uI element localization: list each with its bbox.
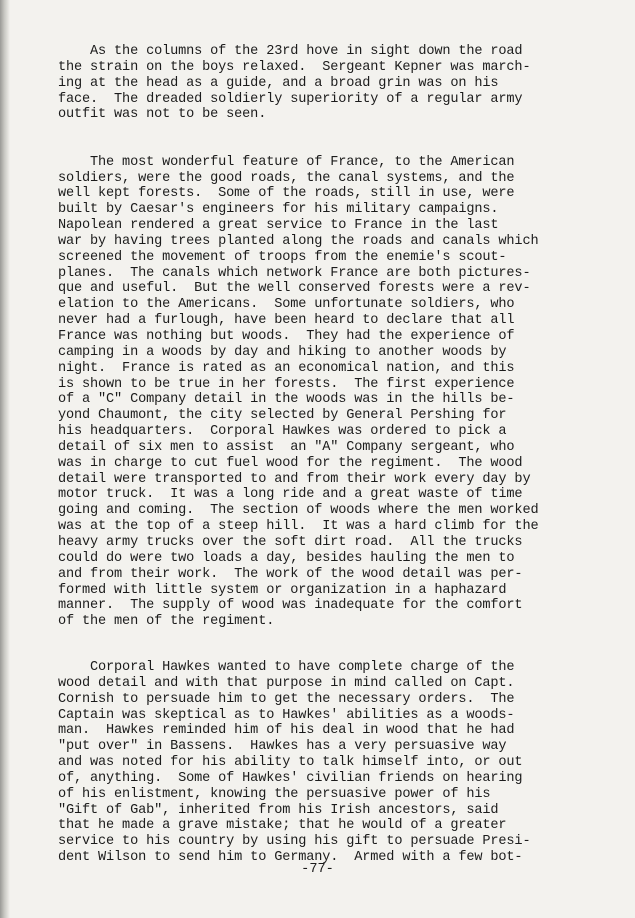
text-line: is shown to be true in her forests. The first experience (58, 376, 515, 392)
text-line: never had a furlough, have been heard to declare that all (58, 313, 515, 329)
text-line: built by Caesar's engineers for his military campaigns. (58, 202, 499, 218)
page-number: -77- (301, 862, 334, 877)
text-line: the strain on the boys relaxed. Sergeant Kepner was march- (58, 59, 531, 75)
text-line: and was noted for his ability to talk himself into, or out (58, 755, 523, 771)
text-line: Captain was skeptical as to Hawkes' abilities as a woods- (58, 707, 515, 723)
text-line: of, anything. Some of Hawkes' civilian friends on hearing (58, 770, 523, 786)
text-line: night. France is rated as an economical nation, and this (58, 360, 515, 376)
text-line: man. Hawkes reminded him of his deal in wood that he had (58, 723, 515, 739)
text-line: his headquarters. Corporal Hawkes was ordered to pick a (58, 424, 507, 440)
text-line: planes. The canals which network France are both pictures- (58, 265, 531, 281)
text-line: ing at the head as a guide, and a broad grin was on his (58, 75, 499, 91)
text-line: As the columns of the 23rd hove in sight down the road (58, 44, 523, 59)
text-line: of his enlistment, knowing the persuasive power of his (58, 786, 491, 802)
text-line: "Gift of Gab", inherited from his Irish ancestors, said (58, 802, 499, 818)
text-line: Corporal Hawkes wanted to have complete charge of the (58, 660, 515, 676)
text-line: war by having trees planted along the roads and canals which (58, 233, 539, 249)
text-line: of the men of the regiment. (58, 614, 275, 630)
text-line: elation to the Americans. Some unfortunate soldiers, who (58, 297, 515, 313)
text-line: "put over" in Bassens. Hawkes has a very persuasive way (58, 739, 507, 755)
text-line: outfit was not to be seen. (58, 107, 267, 123)
text-line: soldiers, were the good roads, the canal systems, and the (58, 170, 515, 186)
text-line: going and coming. The section of woods where the men worked (58, 503, 539, 519)
text-line: and from their work. The work of the wood detail was per- (58, 566, 523, 582)
text-line: screened the movement of troops from the enemie's scout- (58, 249, 507, 265)
text-line: face. The dreaded soldierly superiority of a regular army (58, 91, 523, 107)
paragraph-1 (58, 44, 618, 123)
paragraph-3 (58, 660, 618, 866)
text-line: of a "C" Company detail in the woods was in the hills be- (58, 392, 515, 408)
text-line: que and useful. But the well conserved forests were a rev- (58, 281, 531, 297)
text-line: detail of six men to assist an "A" Company sergeant, who (58, 439, 515, 455)
body-text (58, 44, 618, 866)
text-line: wood detail and with that purpose in mind called on Capt. (58, 675, 515, 691)
paragraph-gap (58, 630, 618, 660)
text-line: well kept forests. Some of the roads, still in use, were (58, 186, 515, 202)
paragraph-gap (58, 123, 618, 155)
text-line: Napolean rendered a great service to France in the last (58, 218, 499, 234)
text-line: service to his country by using his gift to persuade Presi- (58, 834, 531, 850)
text-line: was in charge to cut fuel wood for the regiment. The wood (58, 455, 523, 471)
text-line: dent Wilson to send him to Germany. Armed with a few bot- (58, 850, 523, 866)
text-line: Cornish to persuade him to get the necessary orders. The (58, 691, 515, 707)
text-line: that he made a grave mistake; that he would of a greater (58, 818, 507, 834)
text-line: The most wonderful feature of France, to the American (58, 154, 515, 170)
text-line: manner. The supply of wood was inadequate for the comfort (58, 598, 523, 614)
text-line: camping in a woods by day and hiking to another woods by (58, 344, 507, 360)
text-line: yond Chaumont, the city selected by General Pershing for (58, 408, 507, 424)
text-line: detail were transported to and from their work every day by (58, 471, 531, 487)
text-line: was at the top of a steep hill. It was a hard climb for the (58, 519, 539, 535)
text-line: could do were two loads a day, besides hauling the men to (58, 550, 515, 566)
text-line: formed with little system or organization in a haphazard (58, 582, 507, 598)
text-line: motor truck. It was a long ride and a great waste of time (58, 487, 523, 503)
text-line: France was nothing but woods. They had the experience of (58, 329, 515, 344)
scan-edge-shadow (0, 0, 10, 918)
paragraph-2 (58, 155, 618, 630)
text-line: heavy army trucks over the soft dirt road. All the trucks (58, 534, 523, 550)
